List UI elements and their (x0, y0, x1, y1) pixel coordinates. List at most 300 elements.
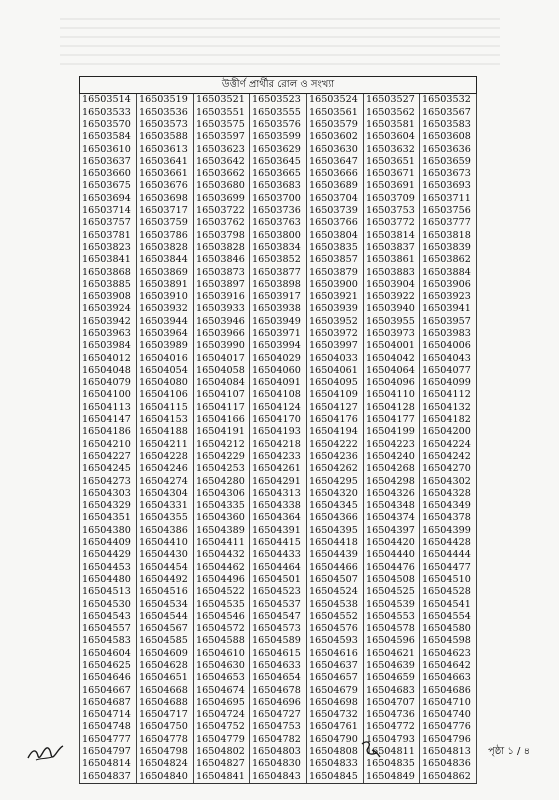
roll-number-cell: 16504523 (250, 586, 307, 598)
roll-number-cell: 16503916 (194, 291, 250, 303)
roll-number-cell: 16503532 (420, 94, 477, 107)
roll-number-cell: 16504776 (420, 721, 477, 733)
roll-number-cell: 16503602 (307, 131, 364, 143)
table-row (80, 205, 477, 217)
roll-number-cell: 16503694 (80, 192, 137, 204)
roll-number-cell: 16504108 (250, 389, 307, 401)
roll-number-cell: 16504679 (307, 684, 364, 696)
roll-number-cell: 16504418 (307, 537, 364, 549)
roll-number-cell: 16503570 (80, 119, 137, 131)
roll-number-cell: 16504522 (194, 586, 250, 598)
roll-number-cell: 16504280 (194, 475, 250, 487)
roll-number-cell: 16504510 (420, 574, 477, 586)
roll-number-cell: 16504439 (307, 549, 364, 561)
roll-number-cell: 16504391 (250, 524, 307, 536)
roll-number-cell: 16504453 (80, 561, 137, 573)
roll-number-cell: 16504245 (80, 463, 137, 475)
roll-number-cell: 16504360 (194, 512, 250, 524)
roll-number-cell: 16504573 (250, 623, 307, 635)
table-row (80, 672, 477, 684)
roll-number-cell: 16504717 (137, 709, 194, 721)
table-row (80, 426, 477, 438)
roll-number-cell: 16503862 (420, 254, 477, 266)
roll-number-cell: 16504017 (194, 352, 250, 364)
roll-number-cell: 16504630 (194, 660, 250, 672)
roll-number-cell: 16503714 (80, 205, 137, 217)
table-row (80, 586, 477, 598)
roll-number-cell: 16504557 (80, 623, 137, 635)
roll-number-cell: 16504637 (307, 660, 364, 672)
roll-number-cell: 16504224 (420, 438, 477, 450)
roll-number-cell: 16504200 (420, 426, 477, 438)
roll-number-cell: 16504476 (364, 561, 420, 573)
roll-number-cell: 16503524 (307, 94, 364, 107)
roll-number-cell: 16503623 (194, 143, 250, 155)
table-row (80, 94, 477, 107)
roll-number-cell: 16503957 (420, 315, 477, 327)
roll-number-cell: 16504043 (420, 352, 477, 364)
roll-number-cell: 16504836 (420, 758, 477, 770)
roll-number-cell: 16504688 (137, 697, 194, 709)
roll-number-cell: 16504117 (194, 401, 250, 413)
roll-number-cell: 16504064 (364, 365, 420, 377)
roll-number-cell: 16503989 (137, 340, 194, 352)
roll-number-cell: 16503922 (364, 291, 420, 303)
roll-number-cell: 16504110 (364, 389, 420, 401)
roll-number-cell: 16503924 (80, 303, 137, 315)
roll-number-cell: 16504707 (364, 697, 420, 709)
roll-number-cell: 16504578 (364, 623, 420, 635)
roll-number-cell: 16503798 (194, 229, 250, 241)
roll-number-cell: 16503873 (194, 266, 250, 278)
roll-number-cell: 16503581 (364, 119, 420, 131)
roll-number-cell: 16503576 (250, 119, 307, 131)
roll-number-cell: 16503823 (80, 242, 137, 254)
roll-number-cell: 16504124 (250, 401, 307, 413)
roll-number-cell: 16504596 (364, 635, 420, 647)
roll-number-cell: 16504544 (137, 610, 194, 622)
roll-number-cell: 16503984 (80, 340, 137, 352)
roll-number-cell: 16504835 (364, 758, 420, 770)
roll-number-cell: 16504273 (80, 475, 137, 487)
roll-number-cell: 16503835 (307, 242, 364, 254)
roll-number-cell: 16504657 (307, 672, 364, 684)
roll-number-cell: 16504194 (307, 426, 364, 438)
roll-number-cell: 16503660 (80, 168, 137, 180)
roll-number-cell: 16504153 (137, 414, 194, 426)
roll-number-cell: 16503906 (420, 278, 477, 290)
roll-number-cell: 16504609 (137, 647, 194, 659)
roll-number-cell: 16503680 (194, 180, 250, 192)
roll-number-cell: 16503955 (364, 315, 420, 327)
roll-number-cell: 16504534 (137, 598, 194, 610)
roll-number-cell: 16503857 (307, 254, 364, 266)
roll-number-cell: 16504304 (137, 488, 194, 500)
table-row (80, 119, 477, 131)
roll-number-cell: 16504115 (137, 401, 194, 413)
roll-number-cell: 16504654 (250, 672, 307, 684)
roll-number-cell: 16503753 (364, 205, 420, 217)
roll-number-cell: 16503869 (137, 266, 194, 278)
roll-number-cell: 16503966 (194, 328, 250, 340)
roll-number-cell: 16503604 (364, 131, 420, 143)
roll-number-cell: 16504782 (250, 733, 307, 745)
roll-number-cell: 16504295 (307, 475, 364, 487)
roll-number-cell: 16504530 (80, 598, 137, 610)
roll-number-cell: 16503772 (364, 217, 420, 229)
table-row (80, 131, 477, 143)
roll-number-cell: 16504054 (137, 365, 194, 377)
roll-number-cell: 16503897 (194, 278, 250, 290)
roll-number-cell: 16504808 (307, 746, 364, 758)
table-row (80, 180, 477, 192)
roll-number-cell: 16503689 (307, 180, 364, 192)
roll-number-cell: 16504080 (137, 377, 194, 389)
roll-number-cell: 16504351 (80, 512, 137, 524)
table-row (80, 106, 477, 118)
roll-number-cell: 16504659 (364, 672, 420, 684)
roll-number-cell: 16504096 (364, 377, 420, 389)
roll-number-cell: 16503666 (307, 168, 364, 180)
roll-number-cell: 16504698 (307, 697, 364, 709)
roll-number-cell: 16503562 (364, 106, 420, 118)
roll-number-cell: 16503839 (420, 242, 477, 254)
roll-number-cell: 16503527 (364, 94, 420, 107)
roll-number-cell: 16503983 (420, 328, 477, 340)
roll-number-cell: 16504029 (250, 352, 307, 364)
roll-number-cell: 16504345 (307, 500, 364, 512)
roll-number-cell: 16504588 (194, 635, 250, 647)
roll-number-cell: 16504270 (420, 463, 477, 475)
roll-number-cell: 16503561 (307, 106, 364, 118)
table-row (80, 217, 477, 229)
roll-number-cell: 16504752 (194, 721, 250, 733)
roll-number-cell: 16504006 (420, 340, 477, 352)
page-number: পৃষ্ঠা ১ / ৪ (488, 746, 531, 757)
roll-number-cell: 16504477 (420, 561, 477, 573)
roll-number-cell: 16504329 (80, 500, 137, 512)
roll-number-cell: 16504525 (364, 586, 420, 598)
roll-number-cell: 16503932 (137, 303, 194, 315)
table-row (80, 512, 477, 524)
roll-number-cell: 16504753 (250, 721, 307, 733)
roll-number-cell: 16504589 (250, 635, 307, 647)
roll-number-cell: 16503736 (250, 205, 307, 217)
roll-number-cell: 16503521 (194, 94, 250, 107)
roll-number-cell: 16504790 (307, 733, 364, 745)
roll-number-cell: 16504598 (420, 635, 477, 647)
table-row (80, 328, 477, 340)
roll-number-cell: 16504328 (420, 488, 477, 500)
roll-number-cell: 16504218 (250, 438, 307, 450)
roll-number-cell: 16504841 (194, 770, 250, 783)
roll-number-cell: 16503693 (420, 180, 477, 192)
roll-number-cell: 16503900 (307, 278, 364, 290)
roll-number-cell: 16504827 (194, 758, 250, 770)
roll-number-cell: 16504553 (364, 610, 420, 622)
roll-number-cell: 16503662 (194, 168, 250, 180)
roll-number-cell: 16503846 (194, 254, 250, 266)
roll-number-cell: 16503973 (364, 328, 420, 340)
table-row (80, 709, 477, 721)
roll-number-cell: 16504193 (250, 426, 307, 438)
roll-number-cell: 16504061 (307, 365, 364, 377)
roll-number-cell: 16504593 (307, 635, 364, 647)
roll-number-cell: 16504132 (420, 401, 477, 413)
table-row (80, 635, 477, 647)
roll-number-cell: 16503939 (307, 303, 364, 315)
roll-number-cell: 16503990 (194, 340, 250, 352)
roll-number-cell: 16504732 (307, 709, 364, 721)
roll-number-cell: 16504528 (420, 586, 477, 598)
roll-number-cell: 16503597 (194, 131, 250, 143)
roll-number-cell: 16504262 (307, 463, 364, 475)
roll-number-cell: 16503671 (364, 168, 420, 180)
roll-number-cell: 16503963 (80, 328, 137, 340)
roll-number-cell: 16503647 (307, 155, 364, 167)
roll-number-cell: 16504298 (364, 475, 420, 487)
roll-number-cell: 16504079 (80, 377, 137, 389)
roll-number-cell: 16503757 (80, 217, 137, 229)
roll-number-cell: 16504084 (194, 377, 250, 389)
roll-number-cell: 16504583 (80, 635, 137, 647)
roll-number-cell: 16503661 (137, 168, 194, 180)
roll-number-cell: 16504454 (137, 561, 194, 573)
table-row (80, 389, 477, 401)
roll-number-cell: 16503923 (420, 291, 477, 303)
roll-number-cell: 16504824 (137, 758, 194, 770)
roll-number-cell: 16503717 (137, 205, 194, 217)
roll-number-cell: 16504222 (307, 438, 364, 450)
roll-number-cell: 16503885 (80, 278, 137, 290)
roll-number-cell: 16504303 (80, 488, 137, 500)
roll-number-cell: 16504444 (420, 549, 477, 561)
roll-number-cell: 16503519 (137, 94, 194, 107)
roll-number-cell: 16503994 (250, 340, 307, 352)
roll-number-cell: 16504543 (80, 610, 137, 622)
table-row (80, 352, 477, 364)
roll-number-cell: 16504170 (250, 414, 307, 426)
roll-number-cell: 16504335 (194, 500, 250, 512)
table-row (80, 549, 477, 561)
roll-number-cell: 16504642 (420, 660, 477, 672)
roll-number-cell: 16504188 (137, 426, 194, 438)
roll-number-cell: 16503908 (80, 291, 137, 303)
roll-number-cell: 16504227 (80, 451, 137, 463)
roll-number-cell: 16504326 (364, 488, 420, 500)
roll-number-cell: 16503739 (307, 205, 364, 217)
roll-number-cell: 16504229 (194, 451, 250, 463)
table-row (80, 524, 477, 536)
roll-number-cell: 16504695 (194, 697, 250, 709)
roll-number-cell: 16504830 (250, 758, 307, 770)
roll-number-cell: 16504349 (420, 500, 477, 512)
roll-number-cell: 16504797 (80, 746, 137, 758)
roll-number-cell: 16503781 (80, 229, 137, 241)
roll-number-cell: 16504397 (364, 524, 420, 536)
table-row (80, 610, 477, 622)
roll-number-cell: 16503613 (137, 143, 194, 155)
roll-number-cell: 16503766 (307, 217, 364, 229)
roll-number-cell: 16504837 (80, 770, 137, 783)
roll-number-cell: 16504320 (307, 488, 364, 500)
roll-number-cell: 16504541 (420, 598, 477, 610)
table-row (80, 451, 477, 463)
roll-number-cell: 16503551 (194, 106, 250, 118)
roll-number-cell: 16504107 (194, 389, 250, 401)
roll-number-cell: 16504546 (194, 610, 250, 622)
roll-number-cell: 16504433 (250, 549, 307, 561)
roll-number-cell: 16504186 (80, 426, 137, 438)
roll-number-cell: 16504191 (194, 426, 250, 438)
roll-number-cell: 16504663 (420, 672, 477, 684)
roll-number-cell: 16504378 (420, 512, 477, 524)
roll-number-cell: 16503691 (364, 180, 420, 192)
roll-number-cell: 16504740 (420, 709, 477, 721)
roll-number-cell: 16504210 (80, 438, 137, 450)
table-row (80, 278, 477, 290)
roll-number-cell: 16503704 (307, 192, 364, 204)
roll-number-cell: 16504380 (80, 524, 137, 536)
roll-number-cell: 16504355 (137, 512, 194, 524)
roll-number-cell: 16503722 (194, 205, 250, 217)
roll-number-cell: 16504033 (307, 352, 364, 364)
table-row (80, 315, 477, 327)
table-row (80, 488, 477, 500)
roll-number-cell: 16504683 (364, 684, 420, 696)
roll-number-cell: 16504513 (80, 586, 137, 598)
roll-number-cell: 16504462 (194, 561, 250, 573)
roll-number-table (79, 76, 477, 784)
signature-left (26, 738, 66, 766)
roll-number-cell: 16504466 (307, 561, 364, 573)
roll-number-cell: 16504554 (420, 610, 477, 622)
roll-number-cell: 16504112 (420, 389, 477, 401)
roll-number-cell: 16504714 (80, 709, 137, 721)
roll-number-cell: 16503632 (364, 143, 420, 155)
roll-number-cell: 16504199 (364, 426, 420, 438)
roll-number-cell: 16503964 (137, 328, 194, 340)
roll-number-cell: 16504501 (250, 574, 307, 586)
roll-number-cell: 16503642 (194, 155, 250, 167)
roll-number-cell: 16503883 (364, 266, 420, 278)
table-row (80, 770, 477, 783)
roll-number-cell: 16504374 (364, 512, 420, 524)
roll-number-cell: 16504261 (250, 463, 307, 475)
roll-number-cell: 16504615 (250, 647, 307, 659)
roll-number-cell: 16504177 (364, 414, 420, 426)
roll-number-cell: 16504811 (364, 746, 420, 758)
roll-number-cell: 16504814 (80, 758, 137, 770)
roll-number-cell: 16503946 (194, 315, 250, 327)
roll-number-cell: 16503641 (137, 155, 194, 167)
roll-number-cell: 16503834 (250, 242, 307, 254)
roll-number-cell: 16504182 (420, 414, 477, 426)
roll-number-cell: 16504862 (420, 770, 477, 783)
roll-number-cell: 16503584 (80, 131, 137, 143)
roll-number-cell: 16503884 (420, 266, 477, 278)
roll-number-cell: 16504042 (364, 352, 420, 364)
roll-number-cell: 16503651 (364, 155, 420, 167)
table-row (80, 746, 477, 758)
table-row (80, 242, 477, 254)
roll-number-cell: 16504058 (194, 365, 250, 377)
roll-number-cell: 16504268 (364, 463, 420, 475)
roll-number-cell: 16504480 (80, 574, 137, 586)
roll-number-cell: 16504223 (364, 438, 420, 450)
roll-number-cell: 16504274 (137, 475, 194, 487)
roll-number-cell: 16504410 (137, 537, 194, 549)
roll-number-cell: 16504386 (137, 524, 194, 536)
roll-number-cell: 16504802 (194, 746, 250, 758)
roll-number-cell: 16504127 (307, 401, 364, 413)
roll-number-cell: 16504291 (250, 475, 307, 487)
roll-number-cell: 16504212 (194, 438, 250, 450)
roll-number-cell: 16504048 (80, 365, 137, 377)
roll-number-cell: 16504228 (137, 451, 194, 463)
roll-number-cell: 16504236 (307, 451, 364, 463)
roll-number-cell: 16503645 (250, 155, 307, 167)
table-row (80, 697, 477, 709)
table-row (80, 463, 477, 475)
roll-number-cell: 16504567 (137, 623, 194, 635)
roll-number-cell: 16504667 (80, 684, 137, 696)
roll-number-cell: 16503904 (364, 278, 420, 290)
roll-number-cell: 16504840 (137, 770, 194, 783)
table-row (80, 266, 477, 278)
roll-number-cell: 16504016 (137, 352, 194, 364)
roll-number-cell: 16504464 (250, 561, 307, 573)
roll-number-cell: 16504415 (250, 537, 307, 549)
roll-number-cell: 16504364 (250, 512, 307, 524)
roll-number-cell: 16504537 (250, 598, 307, 610)
signature-initial (358, 738, 382, 762)
roll-number-cell: 16503709 (364, 192, 420, 204)
roll-number-cell: 16504580 (420, 623, 477, 635)
roll-number-cell: 16504750 (137, 721, 194, 733)
roll-number-cell: 16504696 (250, 697, 307, 709)
roll-number-cell: 16504508 (364, 574, 420, 586)
roll-number-cell: 16503599 (250, 131, 307, 143)
roll-number-cell: 16503659 (420, 155, 477, 167)
roll-number-cell: 16503673 (420, 168, 477, 180)
table-title: উত্তীর্ণ প্রার্থীর রোল ও সংখ্যা (80, 77, 477, 94)
roll-number-cell: 16503555 (250, 106, 307, 118)
roll-number-cell: 16503698 (137, 192, 194, 204)
roll-number-cell: 16503940 (364, 303, 420, 315)
table-row (80, 291, 477, 303)
roll-number-cell: 16503841 (80, 254, 137, 266)
roll-number-cell: 16504803 (250, 746, 307, 758)
roll-number-cell: 16504552 (307, 610, 364, 622)
roll-number-cell: 16503637 (80, 155, 137, 167)
roll-number-cell: 16504420 (364, 537, 420, 549)
table-row (80, 598, 477, 610)
roll-number-cell: 16504736 (364, 709, 420, 721)
roll-number-cell: 16504761 (307, 721, 364, 733)
roll-number-cell: 16504348 (364, 500, 420, 512)
table-row (80, 684, 477, 696)
roll-number-cell: 16504686 (420, 684, 477, 696)
roll-number-cell: 16504604 (80, 647, 137, 659)
roll-number-cell: 16503921 (307, 291, 364, 303)
roll-number-cell: 16503898 (250, 278, 307, 290)
roll-number-cell: 16504524 (307, 586, 364, 598)
table-row (80, 574, 477, 586)
roll-number-cell: 16504539 (364, 598, 420, 610)
roll-number-cell: 16503910 (137, 291, 194, 303)
roll-number-cell: 16504253 (194, 463, 250, 475)
